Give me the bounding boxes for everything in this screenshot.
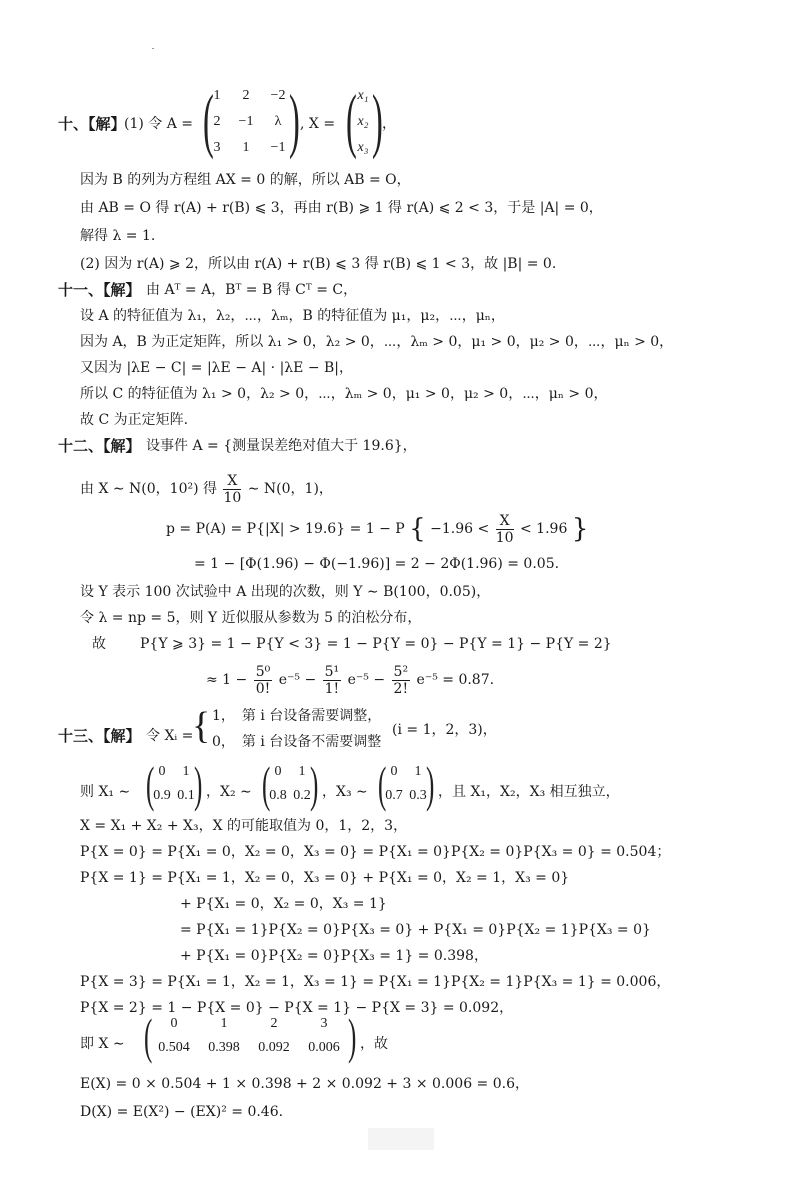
s12-line2 <box>80 472 333 506</box>
matrix-a-cell: 2 <box>213 114 221 129</box>
vector-x-cell: x₂ <box>357 114 369 129</box>
s11-line: 又因为 |λE − C| = |λE − A| · |λE − B|， <box>80 360 354 376</box>
matrix-cell: 0 <box>274 764 282 779</box>
s13-case1: 1， 第 i 台设备需要调整， <box>212 708 382 724</box>
vector-x-right-paren: ) <box>372 80 383 160</box>
matrix-cell: 0.504 <box>158 1040 190 1055</box>
matrix-cell: 0.8 <box>269 788 287 803</box>
dist-matrix-x3 <box>378 756 436 812</box>
matrix-cell: 3 <box>320 1016 328 1031</box>
s10-line: 解得 λ = 1. <box>80 228 156 244</box>
matrix-cell: 0.2 <box>293 788 311 803</box>
matrix-cell: 0.7 <box>385 788 403 803</box>
s13-line: P{X = 0} = P{X₁ = 0，X₂ = 0，X₃ = 0} = P{X₁ = 0}P{X₂ = 0}P{X₃ = 0} = 0.504； <box>80 844 671 860</box>
paren-right: ) <box>348 1008 357 1064</box>
s13-dist-suffix: ，且 X₁，X₂，X₃ 相互独立， <box>438 784 620 800</box>
fraction-denominator: 2! <box>393 680 409 697</box>
vector-x-cell: x₁ <box>357 88 369 103</box>
paren-left: ( <box>378 756 387 812</box>
fraction-denominator: 0! <box>255 680 271 697</box>
s13-line: + P{X₁ = 0}P{X₂ = 0}P{X₃ = 1} = 0.398， <box>180 948 488 964</box>
s13-sep3: ，X₃ ∼ <box>322 784 368 800</box>
s13-line: X = X₁ + X₂ + X₃，X 的可能取值为 0，1，2，3， <box>80 818 408 834</box>
s13-line: P{X = 3} = P{X₁ = 1，X₂ = 1，X₃ = 1} = P{X₁ = 1}P{X₂ = 1}P{X₃ = 1} = 0.006， <box>80 974 671 990</box>
s12-poisson-line <box>206 660 494 700</box>
s12-prob-c: < 1.96 <box>520 521 568 537</box>
scan-speck <box>152 48 154 49</box>
s13-sep2: ，X₂ ∼ <box>206 784 252 800</box>
matrix-a-cell: 1 <box>242 140 250 155</box>
matrix-cell: 0 <box>390 764 398 779</box>
fraction-denominator: 1! <box>324 680 340 697</box>
vector-x-left-paren: ( <box>346 80 357 160</box>
s12-line7-a: 故 <box>92 636 106 652</box>
s11-line: 设 A 的特征值为 λ₁，λ₂，⋯，λₘ，B 的特征值为 μ₁，μ₂，⋯，μₙ， <box>80 308 505 324</box>
s10-x-end: ， <box>382 116 396 132</box>
fraction-numerator: 5⁰ <box>255 663 271 680</box>
s12-line6: 令 λ = np = 5，则 Y 近似服从参数为 5 的泊松分布， <box>80 610 422 626</box>
s12-e3: e⁻⁵ = 0.87. <box>416 672 495 688</box>
s11-line: 所以 C 的特征值为 λ₁ > 0，λ₂ > 0，⋯，λₘ > 0，μ₁ > 0，μ₂ > 0，⋯，μₙ > 0， <box>80 386 608 402</box>
paren-left: ( <box>262 756 271 812</box>
matrix-cell: 1 <box>414 764 422 779</box>
fraction-term-2 <box>392 664 411 697</box>
s12-line7-b: P{Y ⩾ 3} = 1 − P{Y < 3} = 1 − P{Y = 0} − P{Y = 1} − P{Y = 2} <box>140 636 612 652</box>
s10-x-eq: , X = <box>300 116 336 132</box>
s13-line: P{X = 1} = P{X₁ = 1，X₂ = 0，X₃ = 0} + P{X₁ = 0，X₂ = 1，X₃ = 0} <box>80 870 570 886</box>
s11-heading: 十一、【解】 <box>58 281 141 299</box>
s13-heading: 十三、【解】 <box>58 727 141 745</box>
s10-line: 因为 B 的列为方程组 AX = 0 的解，所以 AB = O， <box>80 172 411 188</box>
matrix-cell: 0.006 <box>308 1040 340 1055</box>
right-brace: } <box>571 514 589 544</box>
matrix-cell: 0.092 <box>258 1040 290 1055</box>
paren-right: ) <box>310 756 319 812</box>
s13-gu: ，故 <box>360 1036 388 1052</box>
dist-matrix-x2 <box>262 756 320 812</box>
fraction-term-0 <box>254 664 273 697</box>
s11-first: 由 Aᵀ = A，Bᵀ = B 得 Cᵀ = C， <box>146 282 358 298</box>
s10-intro: (1) 令 A = <box>124 116 194 132</box>
s13-line: = P{X₁ = 1}P{X₂ = 0}P{X₃ = 0} + P{X₁ = 0}P{X₂ = 1}P{X₃ = 0} <box>180 922 651 938</box>
paren-right: ) <box>426 756 435 812</box>
matrix-cell: 1 <box>182 764 190 779</box>
s13-dist-prefix: 则 X₁ ∼ <box>80 784 131 800</box>
paren-left: ( <box>146 756 155 812</box>
s12-prob-line <box>166 512 588 546</box>
s10-heading: 十、【解】 <box>58 115 126 133</box>
s13-case2: 0， 第 i 台设备不需要调整 <box>212 734 382 750</box>
fraction-x-over-10 <box>496 513 514 546</box>
matrix-a-cell: 1 <box>213 88 221 103</box>
s12-line4: = 1 − [Φ(1.96) − Φ(−1.96)] = 2 − 2Φ(1.96) = 0.05. <box>194 556 560 572</box>
left-brace: { <box>409 514 426 544</box>
vector-x <box>346 80 383 162</box>
matrix-cell: 1 <box>298 764 306 779</box>
matrix-cell: 2 <box>270 1016 278 1031</box>
s12-first: 设事件 A = {测量误差绝对值大于 19.6}， <box>146 438 417 454</box>
s11-line: 因为 A，B 为正定矩阵，所以 λ₁ > 0，λ₂ > 0，⋯，λₘ > 0，μ₁ > 0，μ₂ > 0，⋯，μₙ > 0， <box>80 334 674 350</box>
s12-e1: e⁻⁵ − <box>278 672 317 688</box>
matrix-cell: 0.3 <box>409 788 427 803</box>
matrix-a-cell: −1 <box>238 114 254 129</box>
page-smudge <box>368 1128 434 1150</box>
matrix-cell: 0.9 <box>153 788 171 803</box>
dist-matrix-x1 <box>146 756 204 812</box>
s10-line: (2) 因为 r(A) ⩾ 2，所以由 r(A) + r(B) ⩽ 3 得 r(B) ⩽ 1 < 3，故 |B| = 0. <box>80 256 557 272</box>
fraction-numerator: 5² <box>393 663 409 680</box>
matrix-a-cell: 3 <box>213 140 221 155</box>
matrix-cell: 0.1 <box>177 788 195 803</box>
s13-cond: (i = 1，2，3)， <box>392 722 497 738</box>
s12-l8a: ≈ 1 − <box>206 672 248 688</box>
s10-line: 由 AB = O 得 r(A) + r(B) ⩽ 3，再由 r(B) ⩾ 1 得 r(A) ⩽ 2 < 3，于是 |A| = 0， <box>80 200 603 216</box>
paren-left: ( <box>144 1008 153 1064</box>
matrix-a <box>203 80 301 162</box>
s13-let: 令 Xᵢ = <box>146 728 194 744</box>
matrix-a-cell: −1 <box>270 140 286 155</box>
fraction-term-1 <box>323 664 342 697</box>
fraction-numerator: 5¹ <box>324 663 340 680</box>
matrix-a-left-paren: ( <box>203 80 214 160</box>
s13-ji: 即 X ∼ <box>80 1036 125 1052</box>
s12-heading: 十二、【解】 <box>58 437 141 455</box>
cases-brace: { <box>192 705 211 747</box>
paren-right: ) <box>194 756 203 812</box>
fraction-denominator: 10 <box>495 529 514 546</box>
fraction-numerator: X <box>223 473 241 490</box>
s12-line5: 设 Y 表示 100 次试验中 A 出现的次数，则 Y ∼ B(100，0.05)， <box>80 584 491 600</box>
matrix-a-cell: λ <box>274 114 282 129</box>
s12-prob-b: −1.96 < <box>430 521 490 537</box>
matrix-cell: 0 <box>170 1016 178 1031</box>
s13-variance: D(X) = E(X²) − (EX)² = 0.46. <box>80 1104 284 1120</box>
s12-e2: e⁻⁵ − <box>347 672 386 688</box>
s11-line: 故 C 为正定矩阵. <box>80 412 189 428</box>
fraction-x-over-10 <box>223 473 241 506</box>
matrix-a-cell: 2 <box>242 88 250 103</box>
matrix-cell: 0.398 <box>208 1040 240 1055</box>
dist-matrix-x <box>144 1008 358 1064</box>
s12-line2-a: 由 X ∼ N(0，10²) 得 <box>80 481 218 497</box>
fraction-numerator: X <box>496 513 514 530</box>
s12-prob-a: p = P(A) = P{|X| > 19.6} = 1 − P <box>166 521 405 537</box>
matrix-a-cell: −2 <box>270 88 286 103</box>
vector-x-cell: x₃ <box>357 140 369 155</box>
matrix-a-right-paren: ) <box>289 80 300 160</box>
fraction-denominator: 10 <box>223 489 242 506</box>
matrix-cell: 1 <box>220 1016 228 1031</box>
matrix-cell: 0 <box>158 764 166 779</box>
s13-expectation: E(X) = 0 × 0.504 + 1 × 0.398 + 2 × 0.092 + 3 × 0.006 = 0.6， <box>80 1076 529 1092</box>
s13-line: P{X = 2} = 1 − P{X = 0} − P{X = 1} − P{X = 3} = 0.092， <box>80 1000 514 1016</box>
s13-line: + P{X₁ = 0，X₂ = 0，X₃ = 1} <box>180 896 387 912</box>
s12-line2-b: ∼ N(0，1)， <box>247 481 333 497</box>
